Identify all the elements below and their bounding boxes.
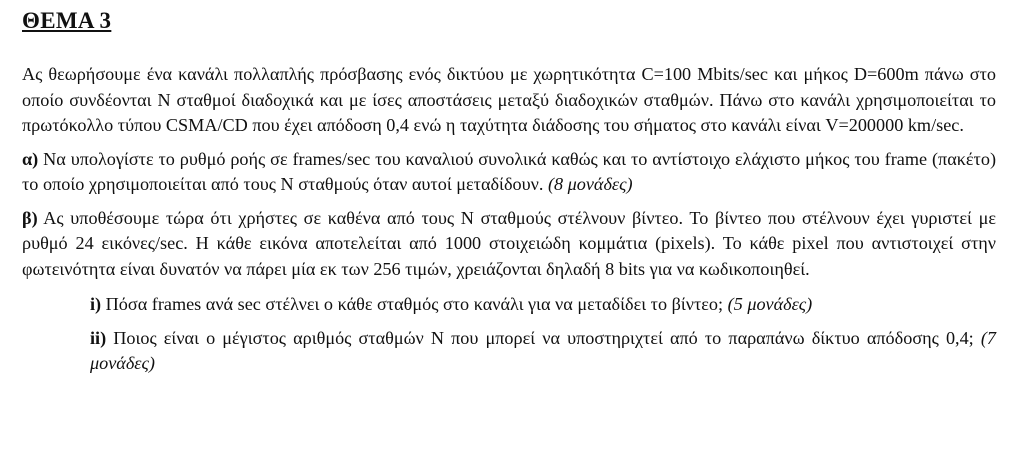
part-a-label: α): [22, 148, 39, 169]
document-title: ΘΕΜΑ 3: [22, 8, 112, 33]
sub-i-marks: (5 μονάδες): [727, 294, 813, 314]
part-a-marks: (8 μονάδες): [547, 174, 633, 194]
part-a-text: Να υπολογίστε το ρυθμό ροής σε frames/sec του καναλιού συνολικά καθώς και το αντίστοιχο ελάχιστο μήκος του frame (πακέτο) το οποίο χρησιμοποιείται από τους Ν σταθμούς όταν αυτοί μεταδίδουν.: [22, 148, 996, 194]
sub-i-text: Πόσα frames ανά sec στέλνει ο κάθε σταθμός στο κανάλι για να μεταδίδει το βίντεο;: [101, 294, 728, 314]
part-b-paragraph: [22, 206, 996, 283]
sub-ii-marks: (7 μονάδες): [90, 327, 996, 373]
sub-i-label: i): [90, 294, 102, 314]
sub-question-ii: [22, 326, 996, 377]
sub-question-i: [22, 292, 996, 318]
part-b-text: Ας υποθέσουμε τώρα ότι χρήστες σε καθένα από τους Ν σταθμούς στέλνουν βίντεο. Το βίντεο που στέλνουν έχει γυριστεί με ρυθμό 24 εικόνες/sec. Η κάθε εικόνα αποτελείται από 1000 στοιχειώδη κομμάτια (pixels). Το κάθε pixel που αντιστοιχεί στην φωτεινότητα είναι δυνατόν να πάρει μία εκ των 256 τιμών, χρειάζονται δηλαδή 8 bits για να κωδικοποιηθεί.: [22, 207, 996, 279]
part-a-paragraph: [22, 147, 996, 198]
part-b-label: β): [22, 207, 38, 228]
sub-ii-label: ii): [90, 327, 107, 348]
intro-paragraph: Ας θεωρήσουμε ένα κανάλι πολλαπλής πρόσβασης ενός δικτύου με χωρητικότητα C=100 Mbits/sec και μήκος D=600m πάνω στο οποίο συνδέονται Ν σταθμοί διαδοχικά και με ίσες αποστάσεις μεταξύ διαδοχικών σταθμών. Πάνω στο κανάλι χρησιμοποιείται το πρωτόκολλο τύπου CSMA/CD που έχει απόδοση 0,4 ενώ η ταχύτητα διάδοσης του σήματος στο κανάλι είναι V=200000 km/sec.: [22, 64, 996, 135]
sub-ii-text: Ποιος είναι ο μέγιστος αριθμός σταθμών Ν που μπορεί να υποστηριχτεί από το παραπάνω δίκτυο απόδοσης 0,4;: [106, 327, 981, 348]
